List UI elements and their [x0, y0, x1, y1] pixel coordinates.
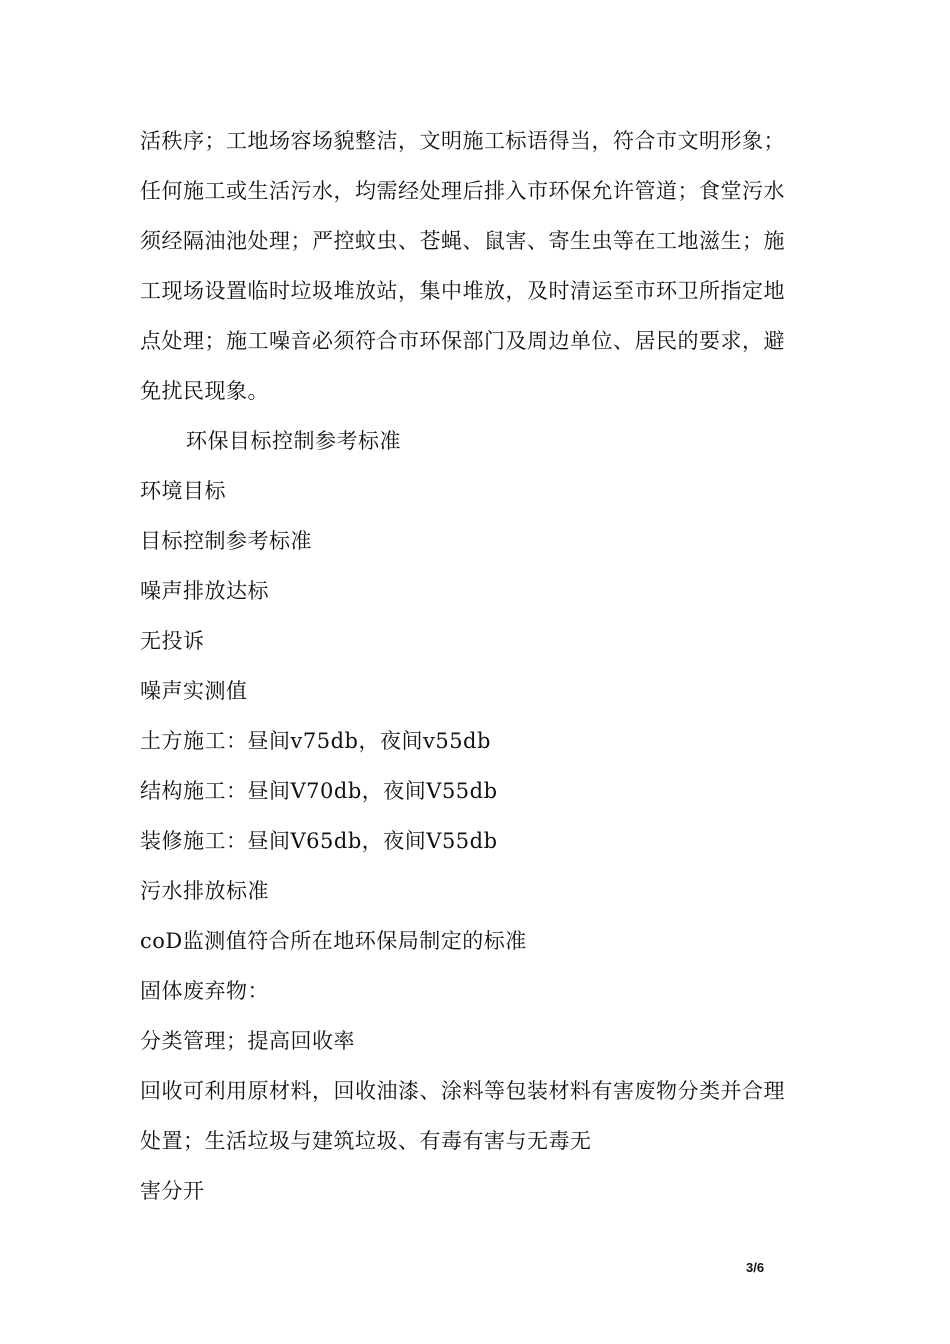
page-number: 3/6 [746, 1260, 765, 1275]
paragraph-line: 免扰民现象。 [140, 379, 269, 403]
noise-target: 噪声排放达标 [140, 579, 269, 603]
paragraph-line: 工现场设置临时垃圾堆放站，集中堆放，及时清运至市环卫所指定地 [140, 279, 785, 303]
document-body [140, 116, 820, 1216]
table-header-environment-target: 环境目标 [140, 479, 226, 503]
noise-measure-label: 噪声实测值 [140, 679, 248, 703]
noise-standard: 无投诉 [140, 629, 205, 653]
solid-waste-standard: 分类管理；提高回收率 [140, 1029, 355, 1053]
solid-waste-detail: 害分开 [140, 1179, 205, 1203]
solid-waste-target: 固体废弃物： [140, 979, 269, 1003]
noise-structure: 结构施工：昼间V70db，夜间V55db [140, 779, 498, 803]
paragraph-line: 任何施工或生活污水，均需经处理后排入市环保允许管道；食堂污水 [140, 179, 785, 203]
solid-waste-detail: 回收可利用原材料，回收油漆、涂料等包装材料有害废物分类并合理 [140, 1079, 785, 1103]
paragraph-line: 活秩序；工地场容场貌整洁，文明施工标语得当，符合市文明形象； [140, 129, 785, 153]
section-title: 环保目标控制参考标准 [186, 429, 401, 453]
sewage-standard: coD监测值符合所在地环保局制定的标准 [140, 929, 527, 953]
noise-earthwork: 土方施工：昼间v75db，夜间v55db [140, 729, 491, 753]
table-header-control-standard: 目标控制参考标准 [140, 529, 312, 553]
solid-waste-detail: 处置；生活垃圾与建筑垃圾、有毒有害与无毒无 [140, 1129, 592, 1153]
noise-decoration: 装修施工：昼间V65db，夜间V55db [140, 829, 498, 853]
paragraph-line: 点处理；施工噪音必须符合市环保部门及周边单位、居民的要求，避 [140, 329, 785, 353]
paragraph-line: 须经隔油池处理；严控蚊虫、苍蝇、鼠害、寄生虫等在工地滋生；施 [140, 229, 785, 253]
sewage-target: 污水排放标准 [140, 879, 269, 903]
